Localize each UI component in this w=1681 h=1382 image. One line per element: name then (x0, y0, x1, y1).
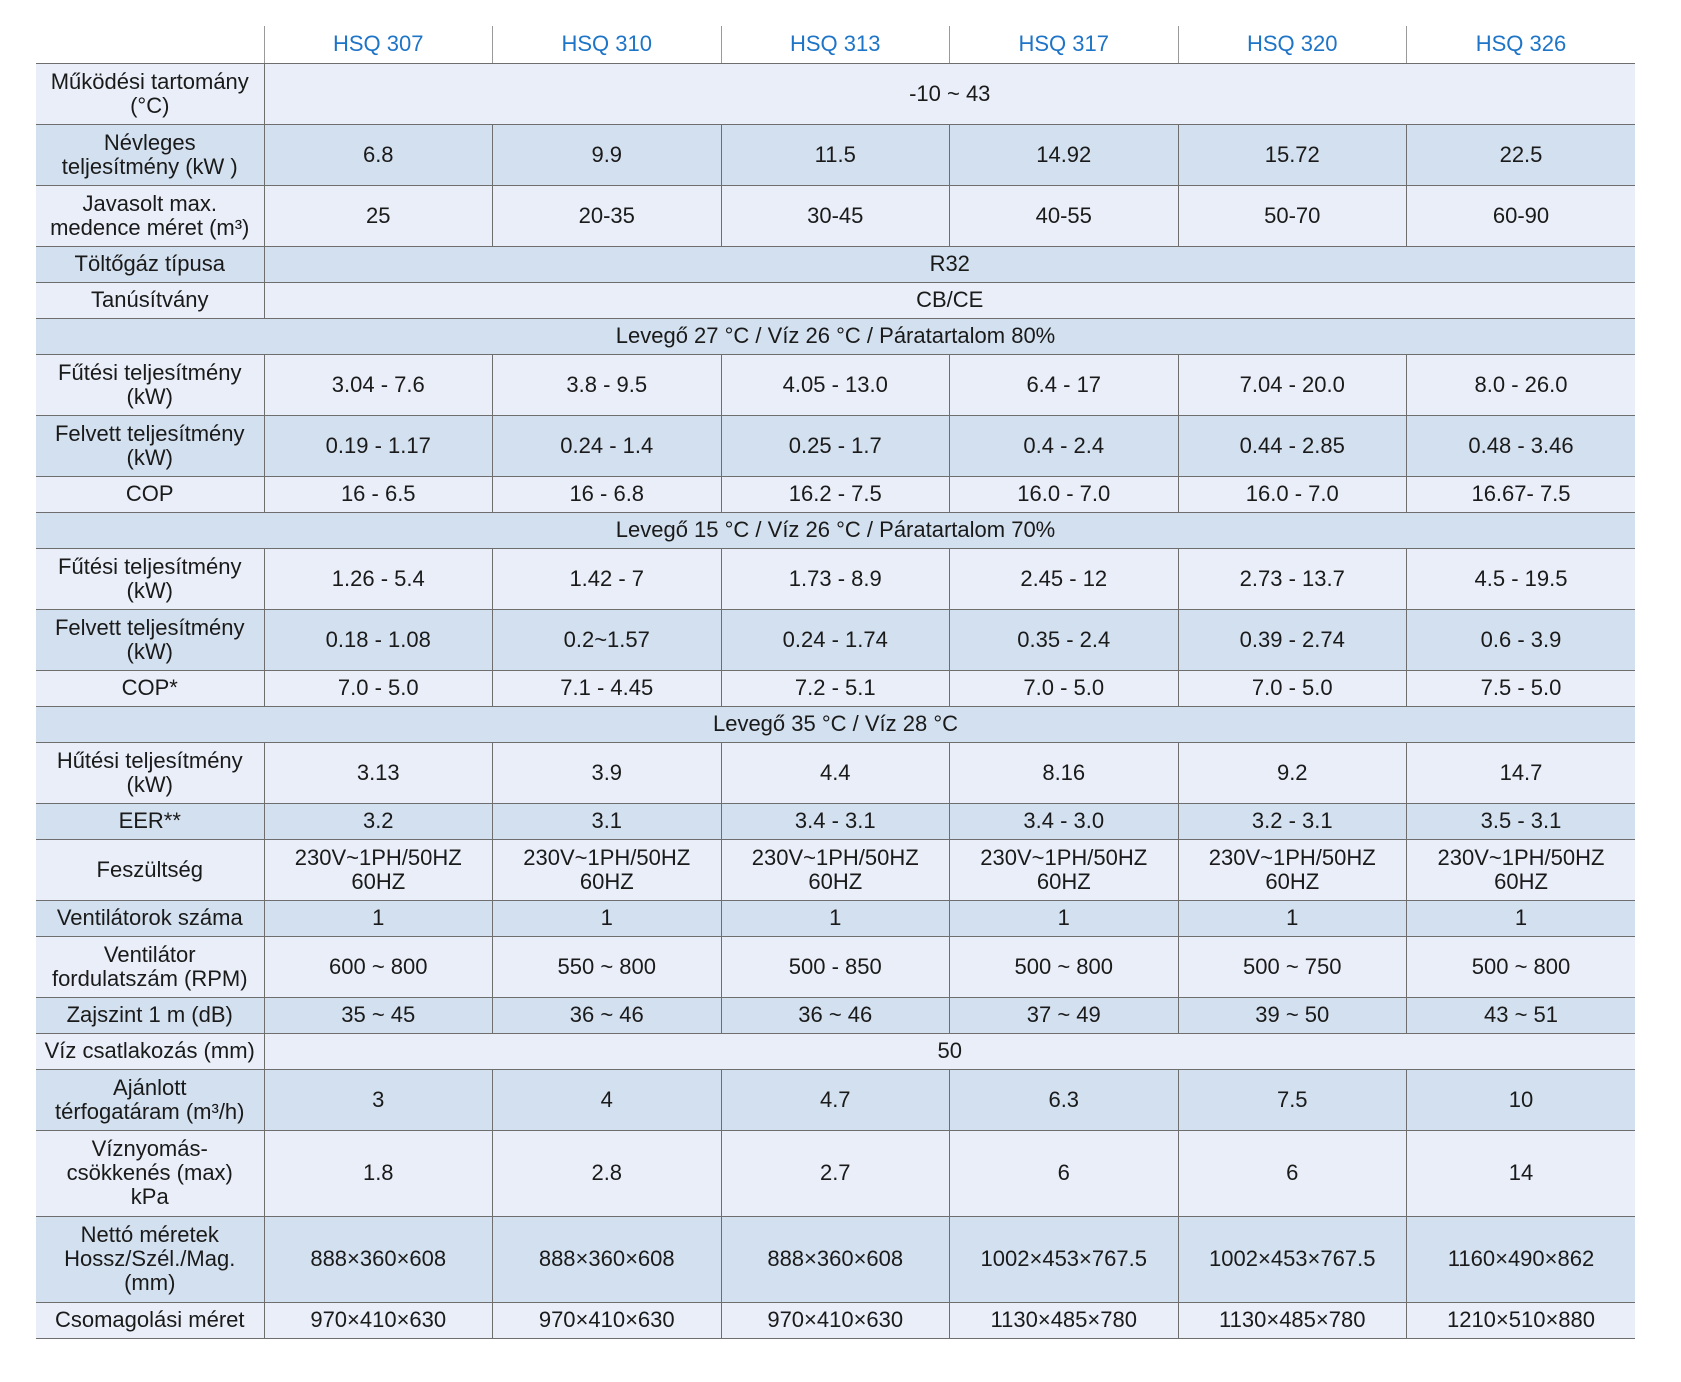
row-label: Víz csatlakozás (mm) (36, 1033, 264, 1069)
cell-value: 500 ~ 800 (1407, 936, 1636, 997)
cell-value: 1130×485×780 (1178, 1302, 1407, 1338)
table-row (36, 1302, 1635, 1338)
section-row (36, 706, 1635, 742)
table-row (36, 742, 1635, 803)
cell-value: 1.42 - 7 (493, 548, 722, 609)
row-label: COP (36, 476, 264, 512)
cell-value: 230V~1PH/50HZ 60HZ (1407, 839, 1636, 900)
cell-value: 16.2 - 7.5 (721, 476, 950, 512)
cell-value: 10 (1407, 1069, 1636, 1130)
table-row (36, 63, 1635, 124)
row-label: EER** (36, 803, 264, 839)
cell-value: 8.16 (950, 742, 1179, 803)
spanned-value: 50 (264, 1033, 1635, 1069)
row-label: Névleges teljesítmény (kW ) (36, 124, 264, 185)
cell-value: 0.48 - 3.46 (1407, 415, 1636, 476)
cell-value: 500 ~ 800 (950, 936, 1179, 997)
cell-value: 30-45 (721, 185, 950, 246)
row-label: Nettó méretek Hossz/Szél./Mag. (mm) (36, 1216, 264, 1302)
cell-value: 550 ~ 800 (493, 936, 722, 997)
cell-value: 2.73 - 13.7 (1178, 548, 1407, 609)
cell-value: 60-90 (1407, 185, 1636, 246)
cell-value: 4.5 - 19.5 (1407, 548, 1636, 609)
cell-value: 4.05 - 13.0 (721, 354, 950, 415)
cell-value: 0.24 - 1.4 (493, 415, 722, 476)
cell-value: 36 ~ 46 (493, 997, 722, 1033)
cell-value: 9.2 (1178, 742, 1407, 803)
cell-value: 3.13 (264, 742, 493, 803)
model-header: HSQ 317 (950, 26, 1179, 63)
row-label: Ventilátor fordulatszám (RPM) (36, 936, 264, 997)
cell-value: 230V~1PH/50HZ 60HZ (493, 839, 722, 900)
table-row (36, 282, 1635, 318)
spanned-value: -10 ~ 43 (264, 63, 1635, 124)
model-header: HSQ 320 (1178, 26, 1407, 63)
cell-value: 8.0 - 26.0 (1407, 354, 1636, 415)
table-row (36, 354, 1635, 415)
section-heading: Levegő 35 °C / Víz 28 °C (36, 706, 1635, 742)
cell-value: 6.4 - 17 (950, 354, 1179, 415)
cell-value: 1 (950, 900, 1179, 936)
cell-value: 1 (721, 900, 950, 936)
table-row (36, 1130, 1635, 1216)
cell-value: 0.39 - 2.74 (1178, 609, 1407, 670)
cell-value: 16 - 6.8 (493, 476, 722, 512)
cell-value: 230V~1PH/50HZ 60HZ (1178, 839, 1407, 900)
table-row (36, 1033, 1635, 1069)
model-header: HSQ 307 (264, 26, 493, 63)
table-row (36, 246, 1635, 282)
row-label: Feszültség (36, 839, 264, 900)
cell-value: 970×410×630 (264, 1302, 493, 1338)
cell-value: 0.24 - 1.74 (721, 609, 950, 670)
model-header: HSQ 313 (721, 26, 950, 63)
cell-value: 7.1 - 4.45 (493, 670, 722, 706)
cell-value: 16 - 6.5 (264, 476, 493, 512)
table-row (36, 997, 1635, 1033)
cell-value: 4 (493, 1069, 722, 1130)
cell-value: 1 (264, 900, 493, 936)
cell-value: 2.45 - 12 (950, 548, 1179, 609)
cell-value: 9.9 (493, 124, 722, 185)
row-label: Ajánlott térfogatáram (m³/h) (36, 1069, 264, 1130)
table-row (36, 476, 1635, 512)
row-label: Zajszint 1 m (dB) (36, 997, 264, 1033)
cell-value: 3.8 - 9.5 (493, 354, 722, 415)
cell-value: 230V~1PH/50HZ 60HZ (264, 839, 493, 900)
cell-value: 0.25 - 1.7 (721, 415, 950, 476)
section-row (36, 512, 1635, 548)
cell-value: 4.7 (721, 1069, 950, 1130)
row-label: COP* (36, 670, 264, 706)
cell-value: 3.9 (493, 742, 722, 803)
cell-value: 50-70 (1178, 185, 1407, 246)
cell-value: 0.44 - 2.85 (1178, 415, 1407, 476)
row-label: Működési tartomány (°C) (36, 63, 264, 124)
cell-value: 1130×485×780 (950, 1302, 1179, 1338)
cell-value: 7.0 - 5.0 (950, 670, 1179, 706)
cell-value: 7.0 - 5.0 (264, 670, 493, 706)
table-row (36, 609, 1635, 670)
cell-value: 230V~1PH/50HZ 60HZ (950, 839, 1179, 900)
cell-value: 600 ~ 800 (264, 936, 493, 997)
cell-value: 888×360×608 (721, 1216, 950, 1302)
cell-value: 0.6 - 3.9 (1407, 609, 1636, 670)
cell-value: 6 (1178, 1130, 1407, 1216)
cell-value: 14.7 (1407, 742, 1636, 803)
model-header: HSQ 326 (1407, 26, 1636, 63)
section-heading: Levegő 15 °C / Víz 26 °C / Páratartalom 70% (36, 512, 1635, 548)
cell-value: 40-55 (950, 185, 1179, 246)
cell-value: 6.8 (264, 124, 493, 185)
model-header: HSQ 310 (493, 26, 722, 63)
row-label: Felvett teljesítmény (kW) (36, 609, 264, 670)
row-label: Víznyomás- csökkenés (max) kPa (36, 1130, 264, 1216)
cell-value: 4.4 (721, 742, 950, 803)
cell-value: 1.73 - 8.9 (721, 548, 950, 609)
row-label: Csomagolási méret (36, 1302, 264, 1338)
cell-value: 3.4 - 3.0 (950, 803, 1179, 839)
header-corner (36, 26, 264, 63)
section-heading: Levegő 27 °C / Víz 26 °C / Páratartalom 80% (36, 318, 1635, 354)
cell-value: 7.5 (1178, 1069, 1407, 1130)
cell-value: 43 ~ 51 (1407, 997, 1636, 1033)
row-label: Tanúsítvány (36, 282, 264, 318)
cell-value: 14.92 (950, 124, 1179, 185)
table-row (36, 936, 1635, 997)
table-row (36, 185, 1635, 246)
row-label: Töltőgáz típusa (36, 246, 264, 282)
table-row (36, 670, 1635, 706)
cell-value: 39 ~ 50 (1178, 997, 1407, 1033)
cell-value: 6 (950, 1130, 1179, 1216)
cell-value: 1.8 (264, 1130, 493, 1216)
cell-value: 37 ~ 49 (950, 997, 1179, 1033)
cell-value: 2.7 (721, 1130, 950, 1216)
cell-value: 7.04 - 20.0 (1178, 354, 1407, 415)
cell-value: 3 (264, 1069, 493, 1130)
cell-value: 230V~1PH/50HZ 60HZ (721, 839, 950, 900)
cell-value: 1 (493, 900, 722, 936)
cell-value: 25 (264, 185, 493, 246)
cell-value: 2.8 (493, 1130, 722, 1216)
row-label: Fűtési teljesítmény (kW) (36, 354, 264, 415)
cell-value: 3.2 - 3.1 (1178, 803, 1407, 839)
cell-value: 888×360×608 (493, 1216, 722, 1302)
cell-value: 970×410×630 (493, 1302, 722, 1338)
cell-value: 970×410×630 (721, 1302, 950, 1338)
cell-value: 3.2 (264, 803, 493, 839)
cell-value: 7.5 - 5.0 (1407, 670, 1636, 706)
table-row (36, 839, 1635, 900)
spec-table (36, 26, 1635, 1339)
table-row (36, 548, 1635, 609)
cell-value: 3.04 - 7.6 (264, 354, 493, 415)
cell-value: 1002×453×767.5 (1178, 1216, 1407, 1302)
cell-value: 11.5 (721, 124, 950, 185)
cell-value: 36 ~ 46 (721, 997, 950, 1033)
row-label: Fűtési teljesítmény (kW) (36, 548, 264, 609)
spanned-value: CB/CE (264, 282, 1635, 318)
cell-value: 0.35 - 2.4 (950, 609, 1179, 670)
cell-value: 1210×510×880 (1407, 1302, 1636, 1338)
section-row (36, 318, 1635, 354)
cell-value: 0.19 - 1.17 (264, 415, 493, 476)
cell-value: 1.26 - 5.4 (264, 548, 493, 609)
row-label: Ventilátorok száma (36, 900, 264, 936)
cell-value: 6.3 (950, 1069, 1179, 1130)
row-label: Hűtési teljesítmény (kW) (36, 742, 264, 803)
row-label: Felvett teljesítmény (kW) (36, 415, 264, 476)
cell-value: 20-35 (493, 185, 722, 246)
cell-value: 0.18 - 1.08 (264, 609, 493, 670)
cell-value: 14 (1407, 1130, 1636, 1216)
cell-value: 500 ~ 750 (1178, 936, 1407, 997)
cell-value: 16.0 - 7.0 (1178, 476, 1407, 512)
cell-value: 0.2~1.57 (493, 609, 722, 670)
cell-value: 16.67- 7.5 (1407, 476, 1636, 512)
table-row (36, 900, 1635, 936)
cell-value: 3.5 - 3.1 (1407, 803, 1636, 839)
table-row (36, 1216, 1635, 1302)
cell-value: 1 (1407, 900, 1636, 936)
header-row (36, 26, 1635, 63)
cell-value: 22.5 (1407, 124, 1636, 185)
cell-value: 888×360×608 (264, 1216, 493, 1302)
spanned-value: R32 (264, 246, 1635, 282)
table-row (36, 803, 1635, 839)
cell-value: 7.0 - 5.0 (1178, 670, 1407, 706)
table-row (36, 1069, 1635, 1130)
cell-value: 1 (1178, 900, 1407, 936)
row-label: Javasolt max. medence méret (m³) (36, 185, 264, 246)
table-row (36, 415, 1635, 476)
cell-value: 3.4 - 3.1 (721, 803, 950, 839)
cell-value: 0.4 - 2.4 (950, 415, 1179, 476)
cell-value: 3.1 (493, 803, 722, 839)
cell-value: 1002×453×767.5 (950, 1216, 1179, 1302)
cell-value: 500 - 850 (721, 936, 950, 997)
cell-value: 35 ~ 45 (264, 997, 493, 1033)
cell-value: 1160×490×862 (1407, 1216, 1636, 1302)
cell-value: 7.2 - 5.1 (721, 670, 950, 706)
cell-value: 16.0 - 7.0 (950, 476, 1179, 512)
table-row (36, 124, 1635, 185)
cell-value: 15.72 (1178, 124, 1407, 185)
